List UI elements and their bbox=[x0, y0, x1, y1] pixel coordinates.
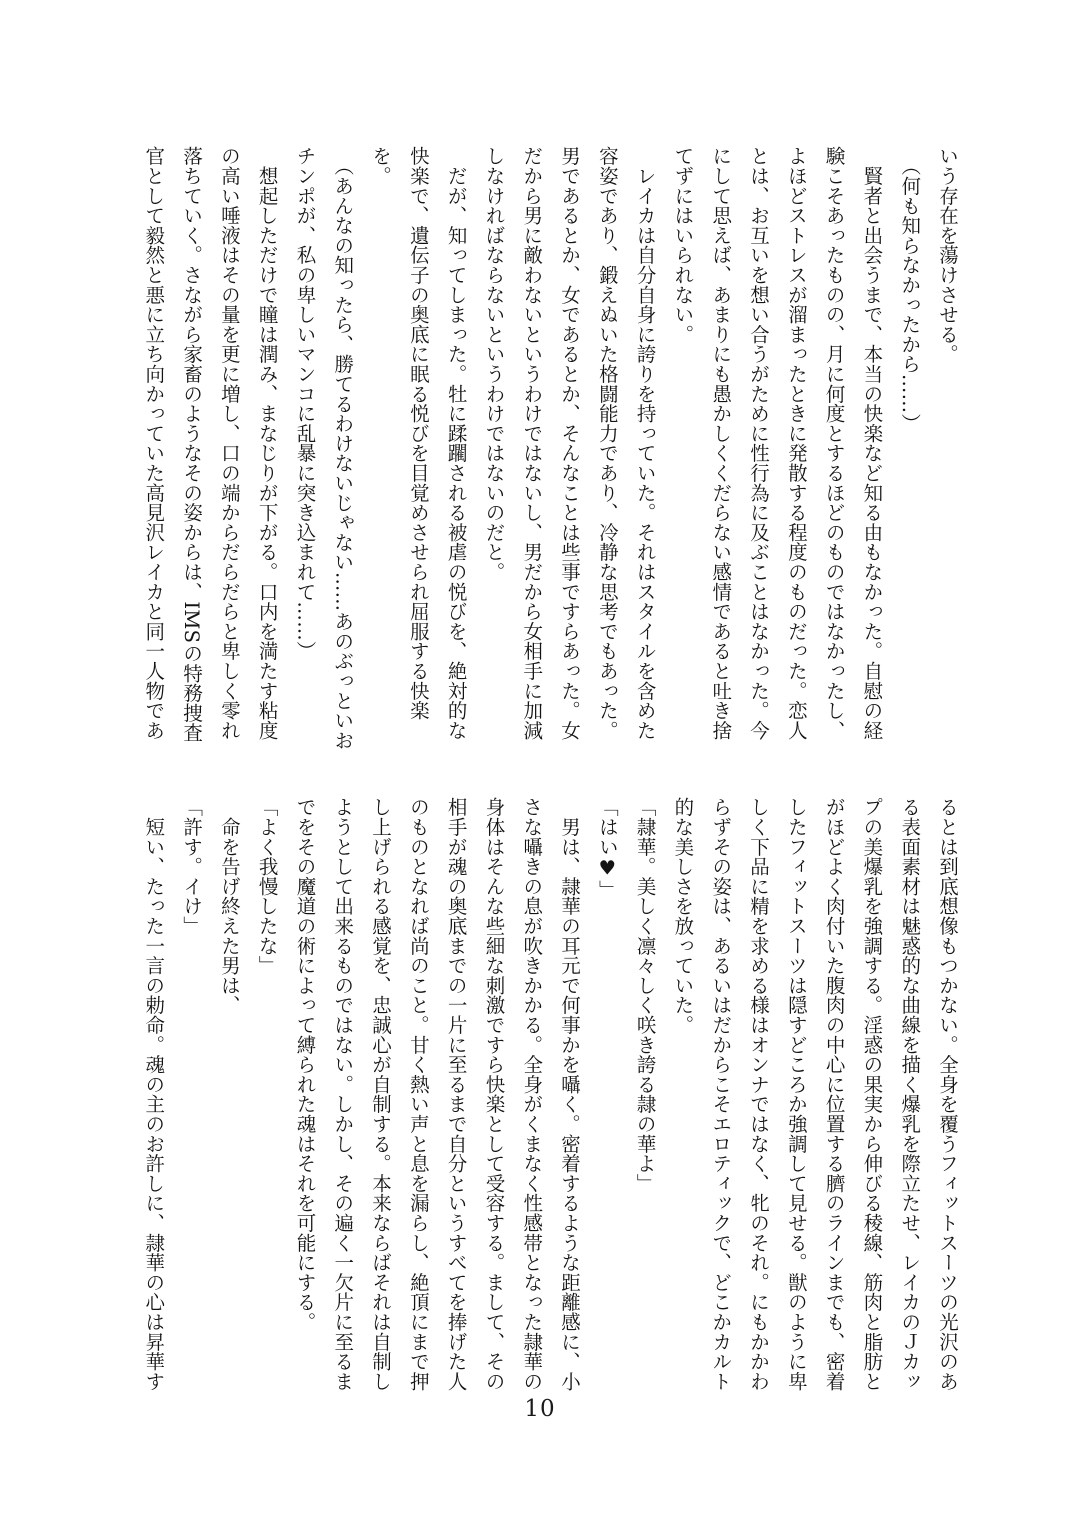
text-column: 「よく我慢したな」 bbox=[255, 797, 279, 976]
text-column: を。 bbox=[369, 146, 393, 186]
text-column: とは、お互いを想い合うがために性行為に及ぶことはなかった。今 bbox=[747, 146, 771, 740]
text-column: さな囁きの息が吹きかかる。全身がくまなく性感帯となった隷華の bbox=[520, 797, 544, 1391]
text-column: の高い唾液はその量を更に増し、口の端からだらだらと卑しく零れ bbox=[217, 146, 241, 740]
text-column: にして思えば、あまりにも愚かしくくだらない感情であると吐き捨 bbox=[709, 146, 733, 740]
text-column: 男は、隷華の耳元で何事かを囁く。密着するような距離感に、小 bbox=[558, 797, 582, 1391]
text-column: でをその魔道の術によって縛られた魂はそれを可能にする。 bbox=[293, 797, 317, 1332]
text-column: し上げられる感覚を、忠誠心が自制する。本来ならばそれは自制し bbox=[369, 797, 393, 1391]
text-column: のものとなれば尚のこと。甘く熱い声と息を漏らし、絶頂にまで押 bbox=[406, 797, 430, 1391]
text-column: 命を告げ終えた男は、 bbox=[217, 797, 241, 1015]
text-column: てずにはいられない。 bbox=[671, 146, 695, 344]
text-column: 落ちていく。さながら家畜のようなその姿からは、IMSの特務捜査 bbox=[180, 146, 204, 743]
text-column: 「はい♥」 bbox=[595, 797, 619, 900]
text-column: いう存在を蕩けさせる。 bbox=[936, 146, 959, 364]
text-column: 験こそあったものの、月に何度とするほどのものではなかったし、 bbox=[822, 146, 846, 740]
text-column: 身体はそんな些細な刺激ですら快楽として受容する。まして、その bbox=[482, 797, 506, 1391]
text-column: るとは到底想像もつかない。全身を覆うフィットスーツの光沢のあ bbox=[936, 797, 959, 1391]
text-column: 的な美しさを放っていた。 bbox=[671, 797, 695, 1035]
text-column: 賢者と出会うまで、本当の快楽など知る由もなかった。自慰の経 bbox=[860, 146, 884, 740]
text-column: 官として毅然と悪に立ち向かっていた高見沢レイカと同一人物であ bbox=[142, 146, 166, 740]
text-block-top bbox=[134, 146, 966, 750]
text-column: 「許す。イけ」 bbox=[180, 797, 204, 936]
text-column: レイカは自分自身に誇りを持っていた。それはスタイルを含めた bbox=[633, 146, 657, 740]
text-column: チンポが、私の卑しいマンコに乱暴に突き込まれて……） bbox=[293, 146, 317, 661]
text-column: る表面素材は魅惑的な曲線を描く爆乳を際立たせ、レイカのＪカッ bbox=[898, 797, 922, 1391]
text-column: プの美爆乳を強調する。淫惑の果実から伸びる稜線、筋肉と脂肪と bbox=[860, 797, 884, 1391]
text-block-bottom bbox=[134, 797, 966, 1391]
text-column: 容姿であり、鍛えぬいた格闘能力であり、冷静な思考でもあった。 bbox=[595, 146, 619, 740]
text-column: （何も知らなかったから……） bbox=[898, 146, 922, 434]
text-column: （あんなの知ったら、勝てるわけないじゃない……あのぶっといお bbox=[331, 146, 355, 751]
text-column: 短い、たった一言の勅命。魂の主のお許しに、隷華の心は昇華す bbox=[142, 797, 166, 1391]
text-column: らずその姿は、あるいはだからこそエロティックで、どこかカルト bbox=[709, 797, 733, 1391]
text-column: しく下品に精を求める様はオンナではなく、牝のそれ。にもかかわ bbox=[747, 797, 771, 1391]
text-column: 快楽で、遺伝子の奥底に眠る悦びを目覚めさせられ屈服する快楽 bbox=[406, 146, 430, 721]
text-column: しなければならないというわけではないのだと。 bbox=[482, 146, 506, 582]
text-column: したフィットスーツは隠すどころか強調して見せる。獣のように卑 bbox=[784, 797, 808, 1391]
text-column: がほどよく肉付いた腹肉の中心に位置する臍のラインまでも、密着 bbox=[822, 797, 846, 1391]
text-column: 相手が魂の奥底までの一片に至るまで自分というすべてを捧げた人 bbox=[444, 797, 468, 1391]
text-column: ようとして出来るものではない。しかし、その遍く一欠片に至るま bbox=[331, 797, 355, 1391]
text-column: 男であるとか、女であるとか、そんなことは些事ですらあった。女 bbox=[558, 146, 582, 740]
text-column: よほどストレスが溜まったときに発散する程度のものだった。恋人 bbox=[784, 146, 808, 740]
text-column: 想起しただけで瞳は潤み、まなじりが下がる。口内を満たす粘度 bbox=[255, 146, 279, 740]
text-column: だが、知ってしまった。牡に蹂躙される被虐の悦びを、絶対的な bbox=[444, 146, 468, 740]
page-number: 10 bbox=[524, 1396, 556, 1422]
text-column: だから男に敵わないというわけではないし、男だから女相手に加減 bbox=[520, 146, 544, 740]
text-column: 「隷華。美しく凛々しく咲き誇る隷の華よ」 bbox=[633, 797, 657, 1193]
